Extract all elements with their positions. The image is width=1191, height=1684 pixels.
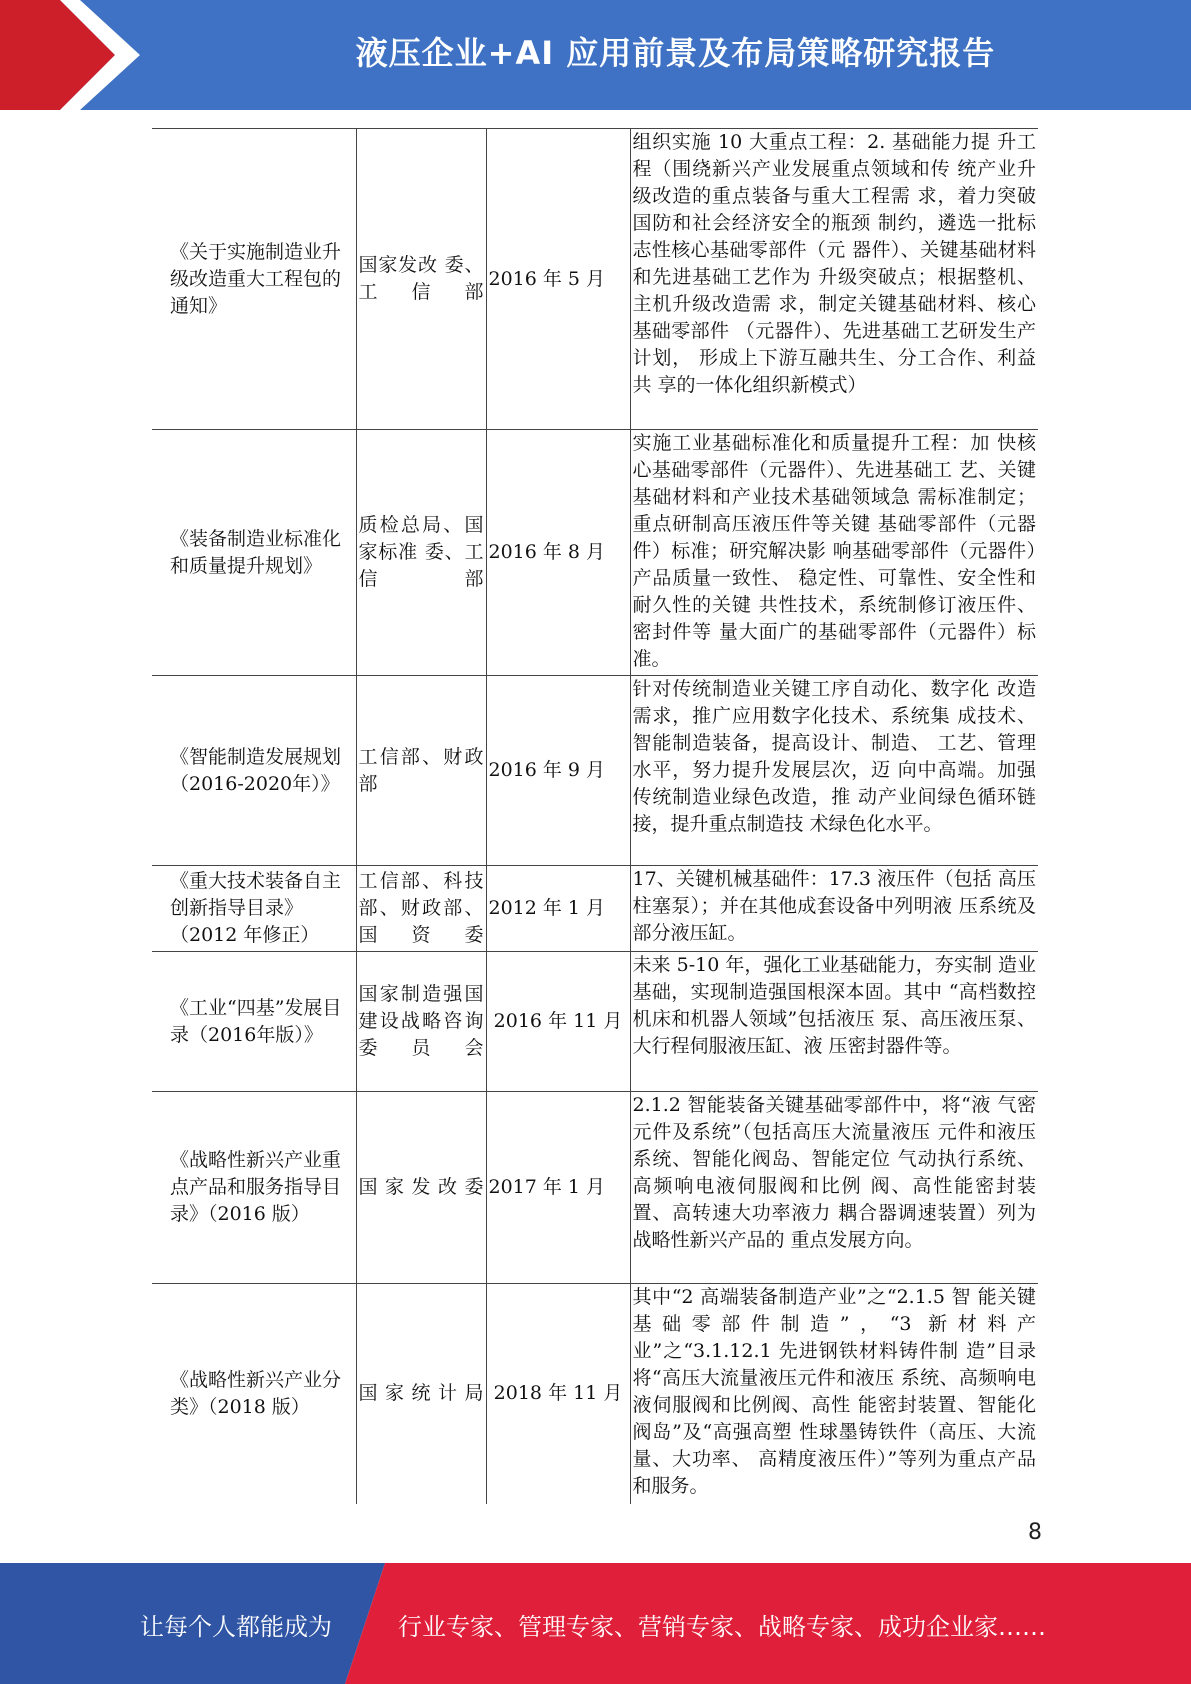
policy-content: 2.1.2 智能装备关键基础零部件中，将“液 气密元件及系统”（包括高压大流量液压 元件和液压系统、智能化阀岛、智能定位 气动执行系统、高频响电液伺服阀和比例 阀、高性能密封装置、高转速大功率液力 耦合器调速装置）列为战略性新兴产品的 重点发展方向。: [630, 1092, 1038, 1284]
policy-content: 17、关键机械基础件：17.3 液压件（包括 高压柱塞泵）；并在其他成套设备中列明液 压系统及部分液压缸。: [630, 866, 1038, 952]
policy-name: 《工业“四基”发展目录（2016年版）》: [152, 952, 356, 1092]
policy-dept: 工信部、财政部: [356, 676, 486, 866]
policy-date: 2016 年 5 月: [486, 129, 630, 430]
table-row: [152, 129, 1038, 430]
policy-date: 2017 年 1 月: [486, 1092, 630, 1284]
policy-date: 2012 年 1 月: [486, 866, 630, 952]
policy-name: 《装备制造业标准化和质量提升规划》: [152, 430, 356, 676]
table-row: [152, 430, 1038, 676]
policy-date: 2016 年 11 月: [486, 952, 630, 1092]
policy-dept: 国家统计局: [356, 1284, 486, 1504]
policy-dept: 工信部、科技部、财政部、国资委: [356, 866, 486, 952]
policy-table-container: [152, 128, 1038, 1504]
footer-slogan-right: 行业专家、管理专家、营销专家、战略专家、成功企业家……: [398, 1613, 1046, 1641]
report-title: 液压企业+AI 应用前景及布局策略研究报告: [355, 34, 996, 72]
policy-dept: 国家发改委: [356, 1092, 486, 1284]
policy-dept: 国家制造强国建设战略咨询委员会: [356, 952, 486, 1092]
header-arrow-decoration: [0, 0, 160, 110]
footer-slogan-left: 让每个人都能成为: [140, 1613, 332, 1641]
table-row: [152, 1284, 1038, 1504]
policy-content: 其中“2 高端装备制造产业”之“2.1.5 智 能关键基础零部件制造”，“3 新材料产 业”之“3.1.12.1 先进钢铁材料铸件制 造”目录将“高压大流量液压元件和液压 系统、高频响电液伺服阀和比例阀、高性 能密封装置、智能化阀岛”及“高强高塑 性球墨铸铁件（高压、大流量、大功率、 高精度液压件）”等列为重点产品和服务。: [630, 1284, 1038, 1504]
policy-date: 2018 年 11 月: [486, 1284, 630, 1504]
policy-date: 2016 年 9 月: [486, 676, 630, 866]
policy-name: 《重大技术装备自主创新指导目录》（2012 年修正）: [152, 866, 356, 952]
table-row: [152, 866, 1038, 952]
policy-name: 《战略性新兴产业分类》（2018 版）: [152, 1284, 356, 1504]
policy-dept: 国家发改 委、工信部: [356, 129, 486, 430]
policy-dept: 质检总局、国家标准 委、工信部: [356, 430, 486, 676]
table-row: [152, 952, 1038, 1092]
policy-name: 《关于实施制造业升级改造重大工程包的通知》: [152, 129, 356, 430]
policy-name: 《智能制造发展规划（2016-2020年）》: [152, 676, 356, 866]
policy-name: 《战略性新兴产业重点产品和服务指导目录》（2016 版）: [152, 1092, 356, 1284]
policy-content: 针对传统制造业关键工序自动化、数字化 改造需求，推广应用数字化技术、系统集 成技术、智能制造装备，提高设计、制造、 工艺、管理水平，努力提升发展层次，迈 向中高端。加强传统制造业绿色改造，推 动产业间绿色循环链接，提升重点制造技 术绿色化水平。: [630, 676, 1038, 866]
policy-content: 组织实施 10 大重点工程：2. 基础能力提 升工程（围绕新兴产业发展重点领域和传 统产业升级改造的重点装备与重大工程需 求，着力突破国防和社会经济安全的瓶颈 制约，遴选一批标志性核心基础零部件（元 器件）、关键基础材料和先进基础工艺作为 升级突破点；根据整机、主机升级改造需 求，制定关键基础材料、核心基础零部件 （元器件）、先进基础工艺研发生产计划， 形成上下游互融共生、分工合作、利益共 享的一体化组织新模式）: [630, 129, 1038, 430]
page-header: [0, 0, 1191, 110]
table-row: [152, 1092, 1038, 1284]
table-row: [152, 676, 1038, 866]
page-number: 8: [1028, 1520, 1042, 1545]
policy-content: 未来 5-10 年，强化工业基础能力，夯实制 造业基础，实现制造强国根深本固。其中 “高档数控机床和机器人领域”包括液压 泵、高压液压泵、大行程伺服液压缸、液 压密封器件等。: [630, 952, 1038, 1092]
policy-date: 2016 年 8 月: [486, 430, 630, 676]
policy-table: [152, 128, 1038, 1504]
policy-content: 实施工业基础标准化和质量提升工程：加 快核心基础零部件（元器件）、先进基础工 艺、关键基础材料和产业技术基础领域急 需标准制定；重点研制高压液压件等关键 基础零部件（元器件）标准；研究解决影 响基础零部件（元器件）产品质量一致性、 稳定性、可靠性、安全性和耐久性的关键 共性技术，系统制修订液压件、密封件等 量大面广的基础零部件（元器件）标准。: [630, 430, 1038, 676]
page-footer: [0, 1563, 1191, 1684]
